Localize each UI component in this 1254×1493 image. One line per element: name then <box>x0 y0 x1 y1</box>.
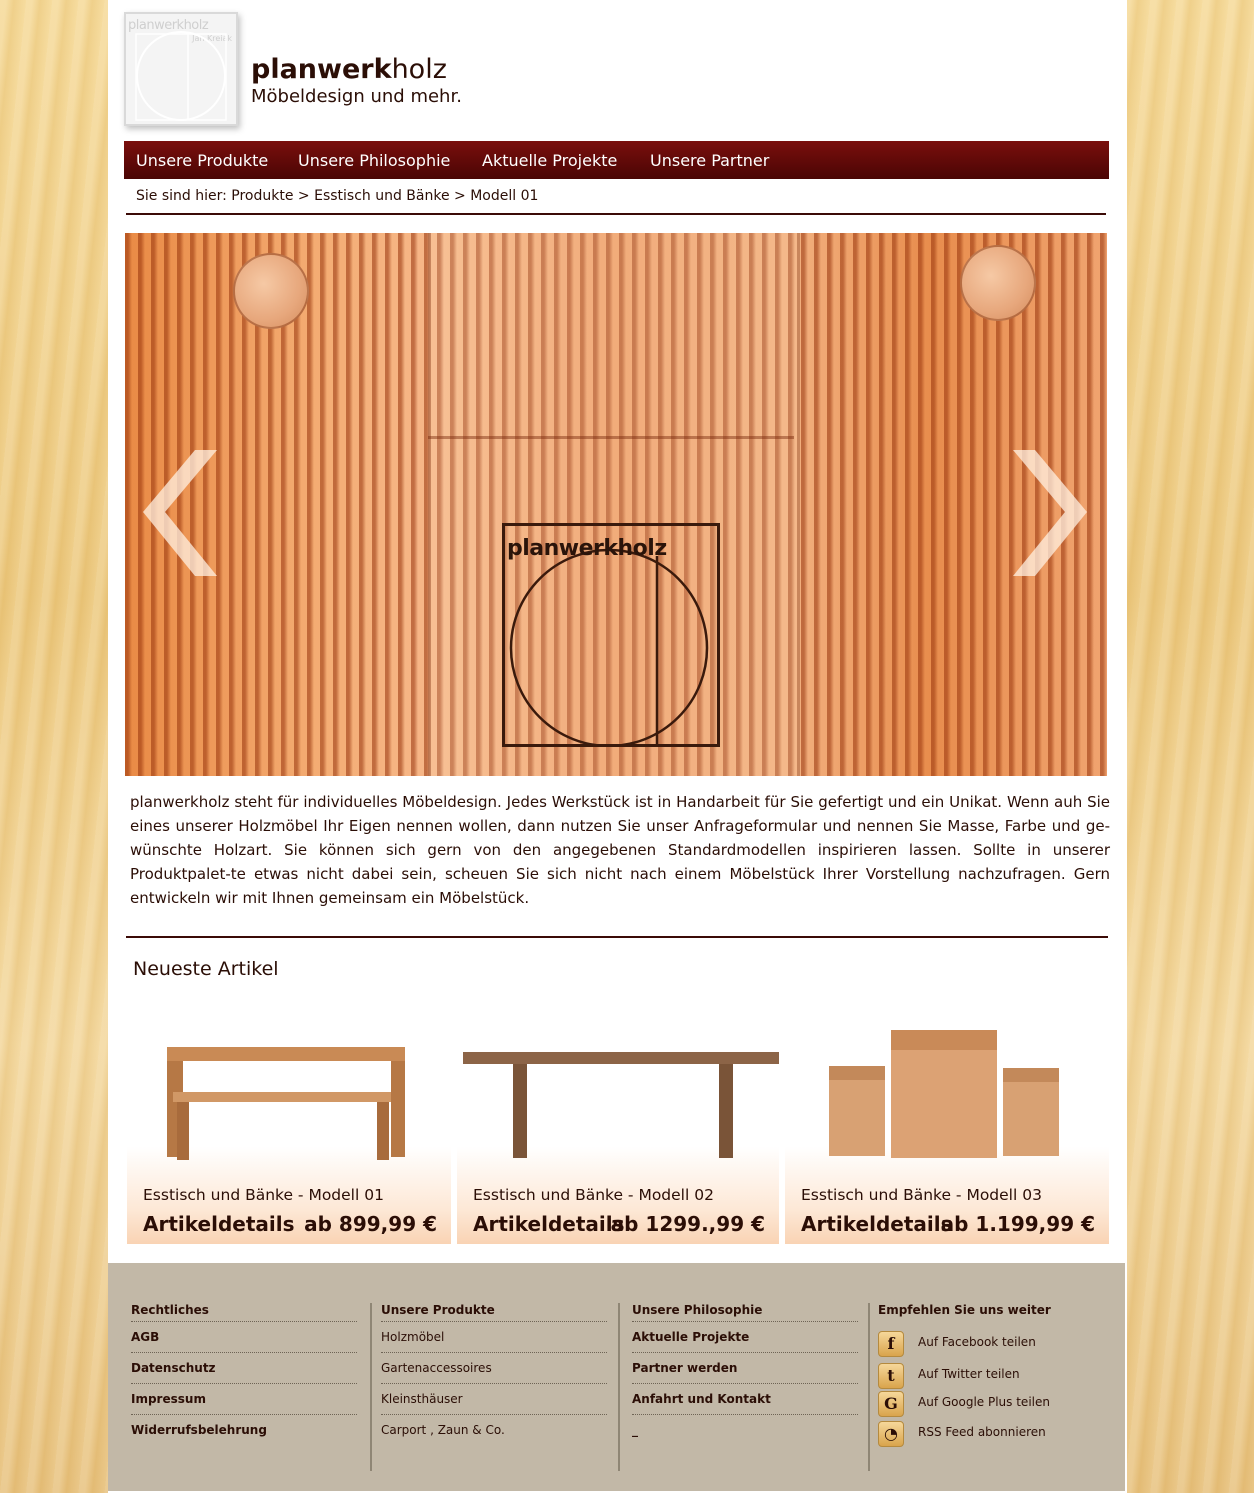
product-details-link[interactable]: Artikeldetails <box>143 1212 295 1236</box>
footer-heading[interactable]: Unsere Philosophie <box>632 1303 763 1317</box>
brand-bold: planwerk <box>251 54 392 85</box>
footer <box>108 1263 1125 1491</box>
brand-name <box>251 54 447 85</box>
product-title: Esstisch und Bänke - Modell 01 <box>143 1186 384 1204</box>
footer-link-widerruf[interactable]: Widerrufsbelehrung <box>131 1414 357 1445</box>
latest-title: Neueste Artikel <box>133 958 279 980</box>
footer-heading: Empfehlen Sie uns weiter <box>878 1303 1051 1317</box>
footer-heading: Unsere Produkte <box>381 1303 495 1317</box>
footer-link-holzmoebel[interactable]: Holzmöbel <box>381 1321 607 1352</box>
footer-heading: Rechtliches <box>131 1303 209 1317</box>
share-google-plus-label: Auf Google Plus teilen <box>918 1395 1050 1409</box>
product-price: ab 899,99 € <box>304 1212 437 1236</box>
hero-brand-text: planwerkholz <box>507 536 667 561</box>
product-price: ab 1299.,99 € <box>610 1212 765 1236</box>
footer-link-anfahrt[interactable]: Anfahrt und Kontakt <box>632 1383 858 1414</box>
logo[interactable] <box>124 12 238 126</box>
product-card[interactable] <box>127 1000 451 1244</box>
nav-item-philosophie[interactable]: Unsere Philosophie <box>298 151 451 170</box>
breadcrumb: Sie sind hier: Produkte > Esstisch und Bänke > Modell 01 <box>136 188 539 204</box>
footer-link-carport[interactable]: Carport , Zaun & Co. <box>381 1414 607 1445</box>
logo-emblem-icon <box>126 14 236 124</box>
nav-item-partner[interactable]: Unsere Partner <box>650 151 770 170</box>
brand-light: holz <box>391 54 447 85</box>
footer-link-agb[interactable]: AGB <box>131 1321 357 1352</box>
intro-text: planwerkholz steht für individuelles Möbeldesign. Jedes Werkstück ist in Handarbeit für Sie gefertigt und ein Unikat. Wenn auh Sie eines unserer Holzmöbel Ihr Eigen nennen wollen, dann nutzen Sie unser Anfrageformular und nennen Sie Masse, Farbe und ge-wünschte Holzart. Sie können sich gern von den angegebenen Standardmodellen inspirieren lassen. Sollte in unserer Produktpalet-te etwas nicht dabei sein, scheuen Sie sich nicht nach einem Möbelstück Ihrer Vorstellung nachzufragen. Gern entwickeln wir mit Ihnen gemeinsam ein Möbelstück. <box>130 793 1110 907</box>
logo-word: planwerkholz <box>128 18 209 33</box>
page <box>108 0 1127 1493</box>
footer-col-social <box>878 1303 1108 1321</box>
main-nav <box>124 141 1109 179</box>
footer-separator <box>868 1303 870 1471</box>
footer-col-rechtliches <box>131 1303 357 1445</box>
chevron-right-icon <box>1005 448 1095 578</box>
hero-next-button[interactable] <box>1005 448 1095 578</box>
product-title: Esstisch und Bänke - Modell 03 <box>801 1186 1042 1204</box>
logo-sub: Jan Kreiak <box>192 34 232 43</box>
product-details-link[interactable]: Artikeldetails <box>473 1212 625 1236</box>
divider <box>126 936 1108 938</box>
footer-link-placeholder[interactable]: _ <box>632 1414 858 1445</box>
hero-dowel-right <box>960 245 1036 321</box>
product-title: Esstisch und Bänke - Modell 02 <box>473 1186 714 1204</box>
tagline: Möbeldesign und mehr. <box>251 86 462 107</box>
product-image-table-01 <box>127 1000 451 1180</box>
product-card[interactable] <box>785 1000 1109 1244</box>
share-twitter-label: Auf Twitter teilen <box>918 1367 1020 1381</box>
footer-link-datenschutz[interactable]: Datenschutz <box>131 1352 357 1383</box>
hero-slider <box>125 233 1107 776</box>
product-image-table-02 <box>457 1000 779 1180</box>
google-plus-icon: G <box>878 1391 904 1417</box>
facebook-icon: f <box>878 1331 904 1357</box>
product-image-table-03 <box>785 1000 1109 1180</box>
footer-link-projekte[interactable]: Aktuelle Projekte <box>632 1321 858 1352</box>
product-card[interactable] <box>457 1000 779 1244</box>
twitter-icon: t <box>878 1363 904 1389</box>
footer-col-produkte <box>381 1303 607 1445</box>
hero-dowel-left <box>233 253 309 329</box>
footer-separator <box>618 1303 620 1471</box>
footer-link-impressum[interactable]: Impressum <box>131 1383 357 1414</box>
share-facebook-label: Auf Facebook teilen <box>918 1335 1036 1349</box>
footer-separator <box>370 1303 372 1471</box>
divider <box>126 213 1106 215</box>
footer-link-partner[interactable]: Partner werden <box>632 1352 858 1383</box>
footer-col-philosophie <box>632 1303 858 1445</box>
product-price: ab 1.199,99 € <box>940 1212 1095 1236</box>
nav-item-projekte[interactable]: Aktuelle Projekte <box>482 151 618 170</box>
product-details-link[interactable]: Artikeldetails <box>801 1212 953 1236</box>
footer-link-gartenaccessoires[interactable]: Gartenaccessoires <box>381 1352 607 1383</box>
chevron-left-icon <box>137 448 227 578</box>
rss-icon: ◔ <box>878 1421 904 1447</box>
hero-joint <box>428 436 794 439</box>
hero-prev-button[interactable] <box>137 448 227 578</box>
rss-subscribe-label: RSS Feed abonnieren <box>918 1425 1046 1439</box>
nav-item-produkte[interactable]: Unsere Produkte <box>136 151 269 170</box>
footer-link-kleinsthaeuser[interactable]: Kleinsthäuser <box>381 1383 607 1414</box>
